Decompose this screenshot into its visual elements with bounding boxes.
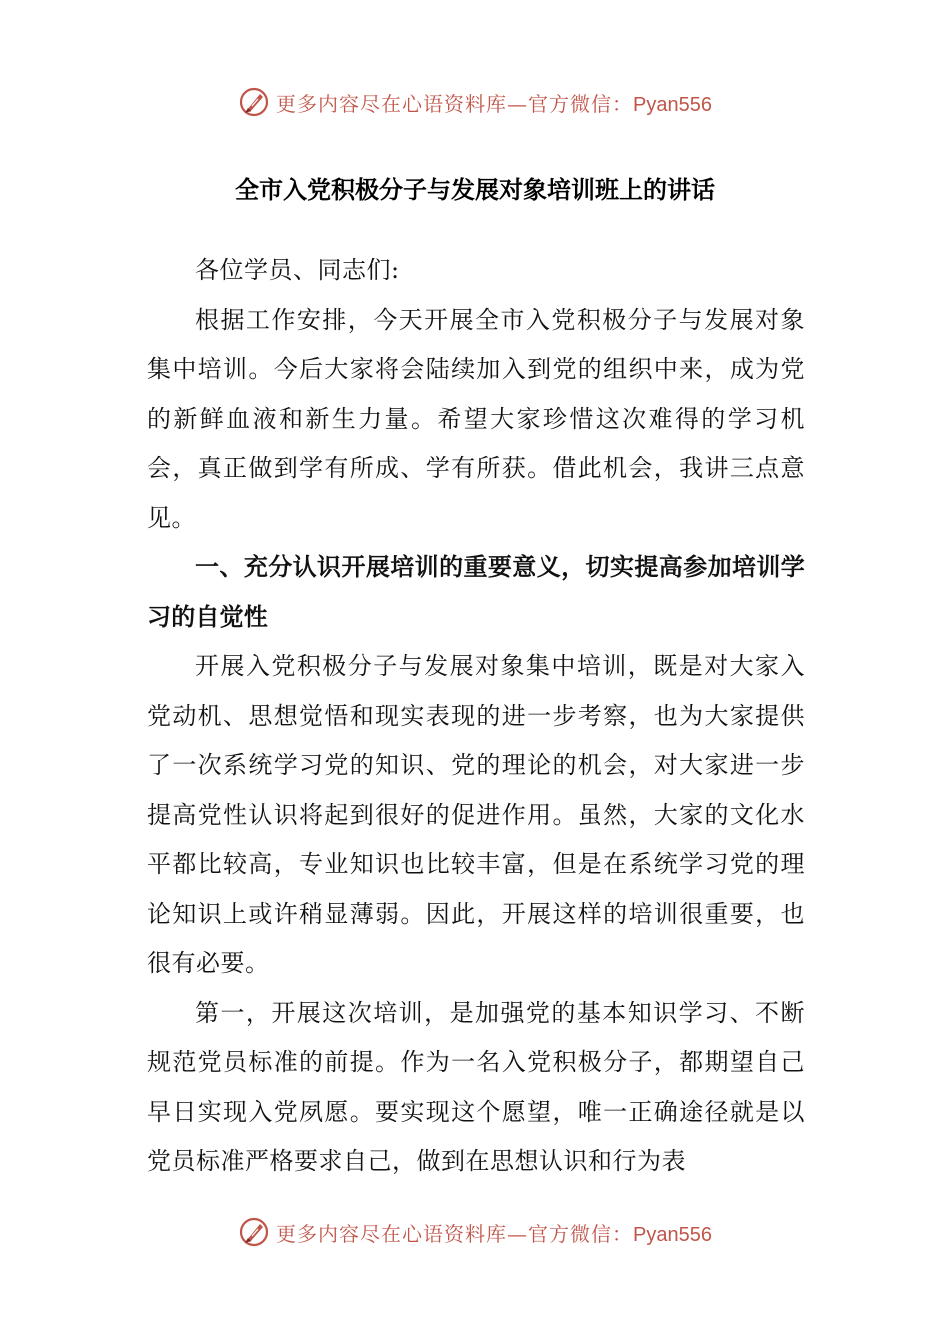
watermark-wechat-id: Pyan556 [633,1223,712,1246]
watermark-label: 更多内容尽在心语资料库—官方微信： [276,1221,634,1246]
document-body [147,246,805,1187]
watermark-banner-top [0,82,950,122]
pen-feather-logo-icon [238,86,270,118]
watermark-text [276,88,712,117]
watermark-banner-bottom [0,1212,950,1252]
pen-feather-logo-icon [238,1216,270,1248]
watermark-text [276,1218,712,1247]
paragraph-significance: 开展入党积极分子与发展对象集中培训，既是对大家入党动机、思想觉悟和现实表现的进一步考察，也为大家提供了一次系统学习党的知识、党的理论的机会，对大家进一步提高党性认识将起到很好的促进作用。虽然，大家的文化水平都比较高，专业知识也比较丰富，但是在系统学习党的理论知识上或许稍显薄弱。因此，开展这样的培训很重要，也很有必要。 [147,652,805,977]
salutation: 各位学员、同志们: [195,256,400,284]
section-heading-1: 一、充分认识开展培训的重要意义，切实提高参加培训学习的自觉性 [147,553,805,631]
paragraph-first-point: 第一，开展这次培训，是加强党的基本知识学习、不断规范党员标准的前提。作为一名入党积极分子，都期望自己早日实现入党夙愿。要实现这个愿望，唯一正确途径就是以党员标准严格要求自己，做到在思想认识和行为表 [147,998,805,1175]
watermark-wechat-id: Pyan556 [633,93,712,116]
paragraph-intro: 根据工作安排，今天开展全市入党积极分子与发展对象集中培训。今后大家将会陆续加入到党的组织中来，成为党的新鲜血液和新生力量。希望大家珍惜这次难得的学习机会，真正做到学有所成、学有所获。借此机会，我讲三点意见。 [147,305,805,532]
document-title: 全市入党积极分子与发展对象培训班上的讲话 [235,175,715,204]
watermark-label: 更多内容尽在心语资料库—官方微信： [276,91,634,116]
